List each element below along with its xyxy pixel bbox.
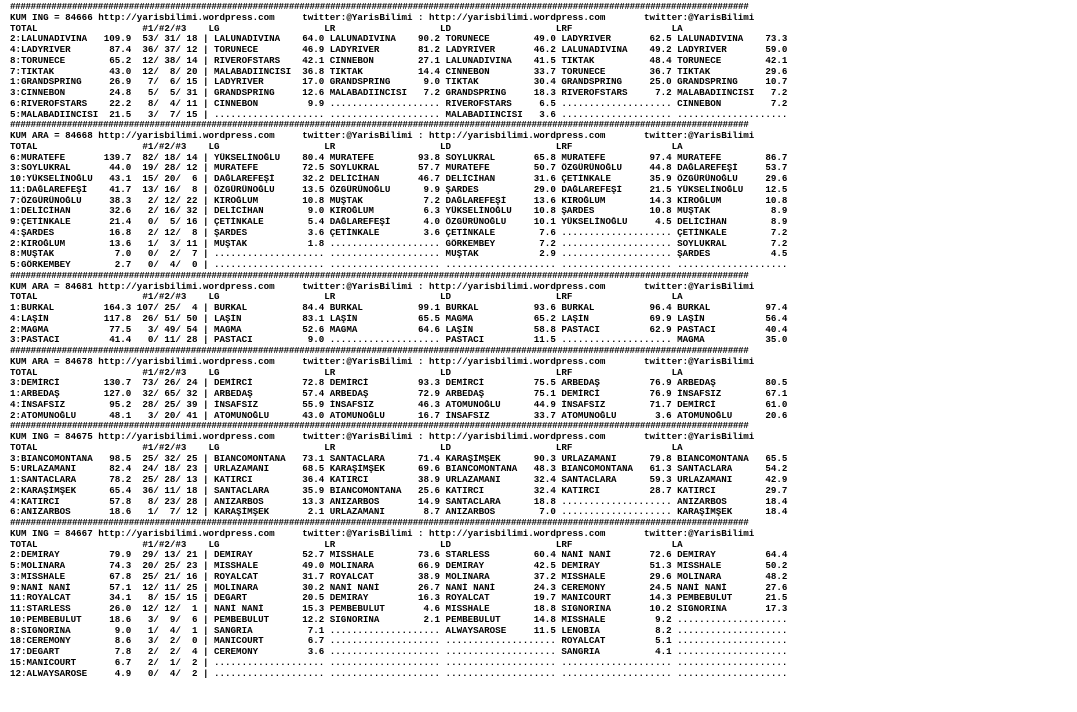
race-header: KUM ING = 84666 http://yarisbilimi.wordpress.com twitter:@YarisBilimi : http://yarisbilimi.wordpress.com twitter:@YarisBilimi (10, 12, 755, 23)
data-row: 9:ÇETİNKALE 21.4 0/ 5/ 16 | ÇETİNKALE 5.4 DAĞLAREFEŞİ 4.0 ÖZGÜRÜNOĞLU 10.1 YÜKSELİNOĞLU 4.5 DELİCİHAN 8.9 (10, 217, 788, 227)
separator-line: ############################################################################################################################################### (10, 2, 749, 12)
data-row: 18:CEREMONY 8.6 3/ 2/ 0 | MANICOURT 6.7 .................... .................... ROYALCAT 5.1 .................... (10, 636, 788, 647)
data-row: 10:PEMBEBULUT 18.6 3/ 9/ 6 | PEMBEBULUT 12.2 SIGNORINA 2.1 PEMBEBULUT 14.8 MISSHALE 9.2 .................... (10, 614, 788, 625)
data-row: 11:STARLESS 26.0 12/ 12/ 1 | NANİ NANİ 15.3 PEMBEBULUT 4.6 MISSHALE 18.8 SIGNORINA 10.2 SIGNORINA 17.3 (10, 604, 788, 614)
data-row: 8:SIGNORINA 9.0 1/ 4/ 1 | SANGRIA 7.1 .................... ALWAYSAROSE 11.5 LENOBIA 8.2 .................... (10, 625, 788, 636)
data-row: 6:ANIZARBOS 18.6 1/ 7/ 12 | KARAŞİMŞEK 2.1 URLAZAMANI 8.7 ANIZARBOS 7.0 .................... KARAŞİMŞEK 18.4 (10, 507, 788, 518)
column-header: TOTAL #1/#2/#3 LG LR LD LRF LA (10, 23, 683, 34)
data-row: 1:GRANDSPRING 26.9 7/ 6/ 15 | LADYRIVER 17.0 GRANDSPRING 9.0 TIKTAK 30.4 GRANDSPRING 25.0 GRANDSPRING 10.7 (10, 77, 788, 88)
data-row: 1:BURKAL 164.3 107/ 25/ 4 | BURKAL 84.4 BURKAL 99.1 BURKAL 93.6 BURKAL 96.4 BURKAL 97.4 (10, 303, 788, 313)
data-row: 3:PASTACI 41.4 0/ 11/ 28 | PASTACI 9.0 .................... PASTACI 11.5 .................... MAGMA 35.0 (10, 335, 788, 346)
data-row: 5:MOLINARA 74.3 20/ 25/ 23 | MISSHALE 49.0 MOLINARA 66.9 DEMIRAY 42.5 DEMIRAY 51.3 MISSHALE 50.2 (10, 561, 788, 571)
data-row: 2:KARAŞİMŞEK 65.4 36/ 11/ 18 | SANTACLARA 35.9 BIANCOMONTANA 25.6 KATIRCI 32.4 KATIRCI 28.7 KATIRCI 29.7 (10, 485, 788, 496)
data-row: 3:MISSHALE 67.8 25/ 21/ 16 | ROYALCAT 31.7 ROYALCAT 38.9 MOLINARA 37.2 MISSHALE 29.6 MOLINARA 48.2 (10, 571, 788, 582)
data-row: 3:CINNEBON 24.8 5/ 5/ 31 | GRANDSPRING 12.6 MALABADIINCISI 7.2 GRANDSPRING 18.3 RIVEROFSTARS 7.2 MALABADIINCISI 7.2 (10, 88, 788, 98)
race-header: KUM ARA = 84681 http://yarisbilimi.wordpress.com twitter:@YarisBilimi : http://yarisbilimi.wordpress.com twitter:@YarisBilimi (10, 281, 755, 292)
data-row: 7:TIKTAK 43.0 12/ 8/ 20 | MALABADIINCISI 36.8 TIKTAK 14.4 CINNEBON 33.7 TORUNECE 36.7 TIKTAK 29.6 (10, 66, 788, 77)
data-row: 1:ARBEDAŞ 127.0 32/ 65/ 32 | ARBEDAŞ 57.4 ARBEDAŞ 72.9 ARBEDAŞ 75.1 DEMİRCİ 76.9 İNSAFSIZ 67.1 (10, 389, 788, 399)
column-header: TOTAL #1/#2/#3 LG LR LD LRF LA (10, 367, 683, 378)
data-row: 1:SANTACLARA 78.2 25/ 28/ 13 | KATIRCI 36.4 KATIRCI 38.9 URLAZAMANI 32.4 SANTACLARA 59.3 URLAZAMANI 42.9 (10, 475, 788, 485)
data-row: 7:ÖZGÜRÜNOĞLU 38.3 2/ 12/ 22 | KIROĞLUM 10.8 MUŞTAK 7.2 DAĞLAREFEŞİ 13.6 KIROĞLUM 14.3 KIROĞLUM 10.8 (10, 195, 788, 206)
separator-line: ############################################################################################################################################### (10, 346, 749, 356)
separator-line: ############################################################################################################################################### (10, 270, 749, 281)
column-header: TOTAL #1/#2/#3 LG LR LD LRF LA (10, 442, 683, 453)
column-header: TOTAL #1/#2/#3 LG LR LD LRF LA (10, 292, 683, 303)
race-header: KUM ARA = 84668 http://yarisbilimi.wordpress.com twitter:@YarisBilimi : http://yarisbilimi.wordpress.com twitter:@YarisBilimi (10, 131, 755, 141)
data-row: 5:GÖRKEMBEY 2.7 0/ 4/ 0 | .................... .................... .................... .................... .................... (10, 260, 788, 270)
data-row: 5:MALABADIINCISI 21.5 3/ 7/ 15 | .................... .................... MALABADIINCISI 3.6 .................... .................... (10, 109, 788, 120)
data-row: 3:DEMİRCİ 130.7 73/ 26/ 24 | DEMİRCİ 72.8 DEMİRCİ 93.3 DEMİRCİ 75.5 ARBEDAŞ 76.9 ARBEDAŞ 80.5 (10, 378, 788, 389)
data-row: 6:MURATEFE 139.7 82/ 18/ 14 | YÜKSELİNOĞLU 80.4 MURATEFE 93.8 SOYLUKRAL 65.8 MURATEFE 97.4 MURATEFE 86.7 (10, 152, 788, 163)
data-row: 17:DEGART 7.8 2/ 2/ 4 | CEREMONY 3.6 .................... .................... SANGRIA 4.1 .................... (10, 647, 788, 657)
data-row: 11:DAĞLAREFEŞİ 41.7 13/ 16/ 8 | ÖZGÜRÜNOĞLU 13.5 ÖZGÜRÜNOĞLU 9.9 ŞARDES 29.0 DAĞLAREFEŞİ 21.5 YÜKSELİNOĞLU 12.5 (10, 184, 788, 195)
column-header: TOTAL #1/#2/#3 LG LR LD LRF LA (10, 539, 683, 550)
column-header: TOTAL #1/#2/#3 LG LR LD LRF LA (10, 141, 683, 152)
separator-line: ############################################################################################################################################### (10, 120, 749, 131)
data-row: 3:SOYLUKRAL 44.0 19/ 28/ 12 | MURATEFE 72.5 SOYLUKRAL 57.7 MURATEFE 50.7 ÖZGÜRÜNOĞLU 44.8 DAĞLAREFEŞİ 53.7 (10, 163, 788, 174)
data-row: 2:MAGMA 77.5 3/ 49/ 54 | MAGMA 52.6 MAGMA 64.6 LAŞİN 58.8 PASTACI 62.9 PASTACI 40.4 (10, 324, 788, 335)
data-row: 5:URLAZAMANI 82.4 24/ 18/ 23 | URLAZAMANI 68.5 KARAŞİMŞEK 69.6 BIANCOMONTANA 48.3 BIANCOMONTANA 61.3 SANTACLARA 54.2 (10, 464, 788, 475)
data-row: 8:TORUNECE 65.2 12/ 38/ 14 | RIVEROFSTARS 42.1 CINNEBON 27.1 LALUNADIVINA 41.5 TIKTAK 48.4 TORUNECE 42.1 (10, 55, 788, 66)
data-row: 4:İNSAFSIZ 95.2 28/ 25/ 39 | İNSAFSIZ 55.9 İNSAFSIZ 46.3 ATOMUNOĞLU 44.9 İNSAFSIZ 71.7 DEMİRCİ 61.0 (10, 399, 788, 410)
data-row: 4:LAŞİN 117.8 26/ 51/ 50 | LAŞİN 83.1 LAŞİN 65.5 MAGMA 65.2 LAŞİN 69.9 LAŞİN 56.4 (10, 313, 788, 324)
data-row: 9:NANİ NANİ 57.1 12/ 11/ 25 | MOLINARA 30.2 NANİ NANİ 26.7 NANİ NANİ 24.3 CEREMONY 24.5 NANİ NANİ 27.6 (10, 582, 788, 593)
data-row: 11:ROYALCAT 34.1 8/ 15/ 15 | DEGART 20.5 DEMIRAY 16.3 ROYALCAT 19.7 MANICOURT 14.3 PEMBEBULUT 21.5 (10, 593, 788, 604)
data-row: 4:ŞARDES 16.8 2/ 12/ 8 | ŞARDES 3.6 ÇETİNKALE 3.6 ÇETİNKALE 7.6 .................... ÇETİNKALE 7.2 (10, 227, 788, 238)
data-row: 6:RIVEROFSTARS 22.2 8/ 4/ 11 | CINNEBON 9.9 .................... RIVEROFSTARS 6.5 .................... CINNEBON 7.2 (10, 98, 788, 109)
data-row: 2:LALUNADIVINA 109.9 53/ 31/ 18 | LALUNADIVINA 64.0 LALUNADIVINA 90.2 TORUNECE 49.0 LADYRIVER 62.5 LALUNADIVINA 73.3 (10, 34, 788, 45)
data-row: 15:MANICOURT 6.7 2/ 1/ 2 | .................... .................... .................... .................... .................... (10, 657, 788, 668)
data-row: 8:MUŞTAK 7.0 0/ 2/ 7 | .................... .................... MUŞTAK 2.9 .................... ŞARDES 4.5 (10, 249, 788, 260)
data-row: 3:BIANCOMONTANA 98.5 25/ 32/ 25 | BIANCOMONTANA 73.1 SANTACLARA 71.4 KARAŞİMŞEK 90.3 URLAZAMANI 79.8 BIANCOMONTANA 65.5 (10, 453, 788, 464)
data-row: 12:ALWAYSAROSE 4.9 0/ 4/ 2 | .................... .................... .................... .................... .................... (10, 668, 788, 679)
data-row: 2:ATOMUNOĞLU 48.1 3/ 20/ 41 | ATOMUNOĞLU 43.0 ATOMUNOĞLU 16.7 İNSAFSIZ 33.7 ATOMUNOĞLU 3.6 ATOMUNOĞLU 20.6 (10, 410, 788, 421)
separator-line: ############################################################################################################################################### (10, 421, 749, 432)
race-header: KUM ING = 84667 http://yarisbilimi.wordpress.com twitter:@YarisBilimi : http://yarisbilimi.wordpress.com twitter:@YarisBilimi (10, 528, 755, 539)
data-row: 4:LADYRIVER 87.4 36/ 37/ 12 | TORUNECE 46.9 LADYRIVER 81.2 LADYRIVER 46.2 LALUNADIVINA 49.2 LADYRIVER 59.0 (10, 45, 788, 55)
separator-line: ############################################################################################################################################### (10, 518, 749, 528)
data-row: 4:KATIRCI 57.8 8/ 23/ 28 | ANIZARBOS 13.3 ANIZARBOS 14.9 SANTACLARA 18.8 .................... ANIZARBOS 18.4 (10, 496, 788, 507)
data-row: 10:YÜKSELİNOĞLU 43.1 15/ 20/ 6 | DAĞLAREFEŞİ 32.2 DELİCİHAN 46.7 DELİCİHAN 31.6 ÇETİNKALE 35.9 ÖZGÜRÜNOĞLU 29.6 (10, 174, 788, 184)
data-row: 2:DEMIRAY 79.9 29/ 13/ 21 | DEMIRAY 52.7 MISSHALE 73.6 STARLESS 60.4 NANİ NANİ 72.6 DEMIRAY 64.4 (10, 550, 788, 561)
race-header: KUM ING = 84675 http://yarisbilimi.wordpress.com twitter:@YarisBilimi : http://yarisbilimi.wordpress.com twitter:@YarisBilimi (10, 432, 755, 442)
data-row: 2:KIROĞLUM 13.6 1/ 3/ 11 | MUŞTAK 1.8 .................... GÖRKEMBEY 7.2 .................... SOYLUKRAL 7.2 (10, 238, 788, 249)
data-row: 1:DELİCİHAN 32.6 2/ 16/ 32 | DELİCİHAN 9.0 KIROĞLUM 6.3 YÜKSELİNOĞLU 10.8 ŞARDES 10.8 MUŞTAK 8.9 (10, 206, 788, 217)
race-header: KUM ARA = 84678 http://yarisbilimi.wordpress.com twitter:@YarisBilimi : http://yarisbilimi.wordpress.com twitter:@YarisBilimi (10, 356, 755, 367)
